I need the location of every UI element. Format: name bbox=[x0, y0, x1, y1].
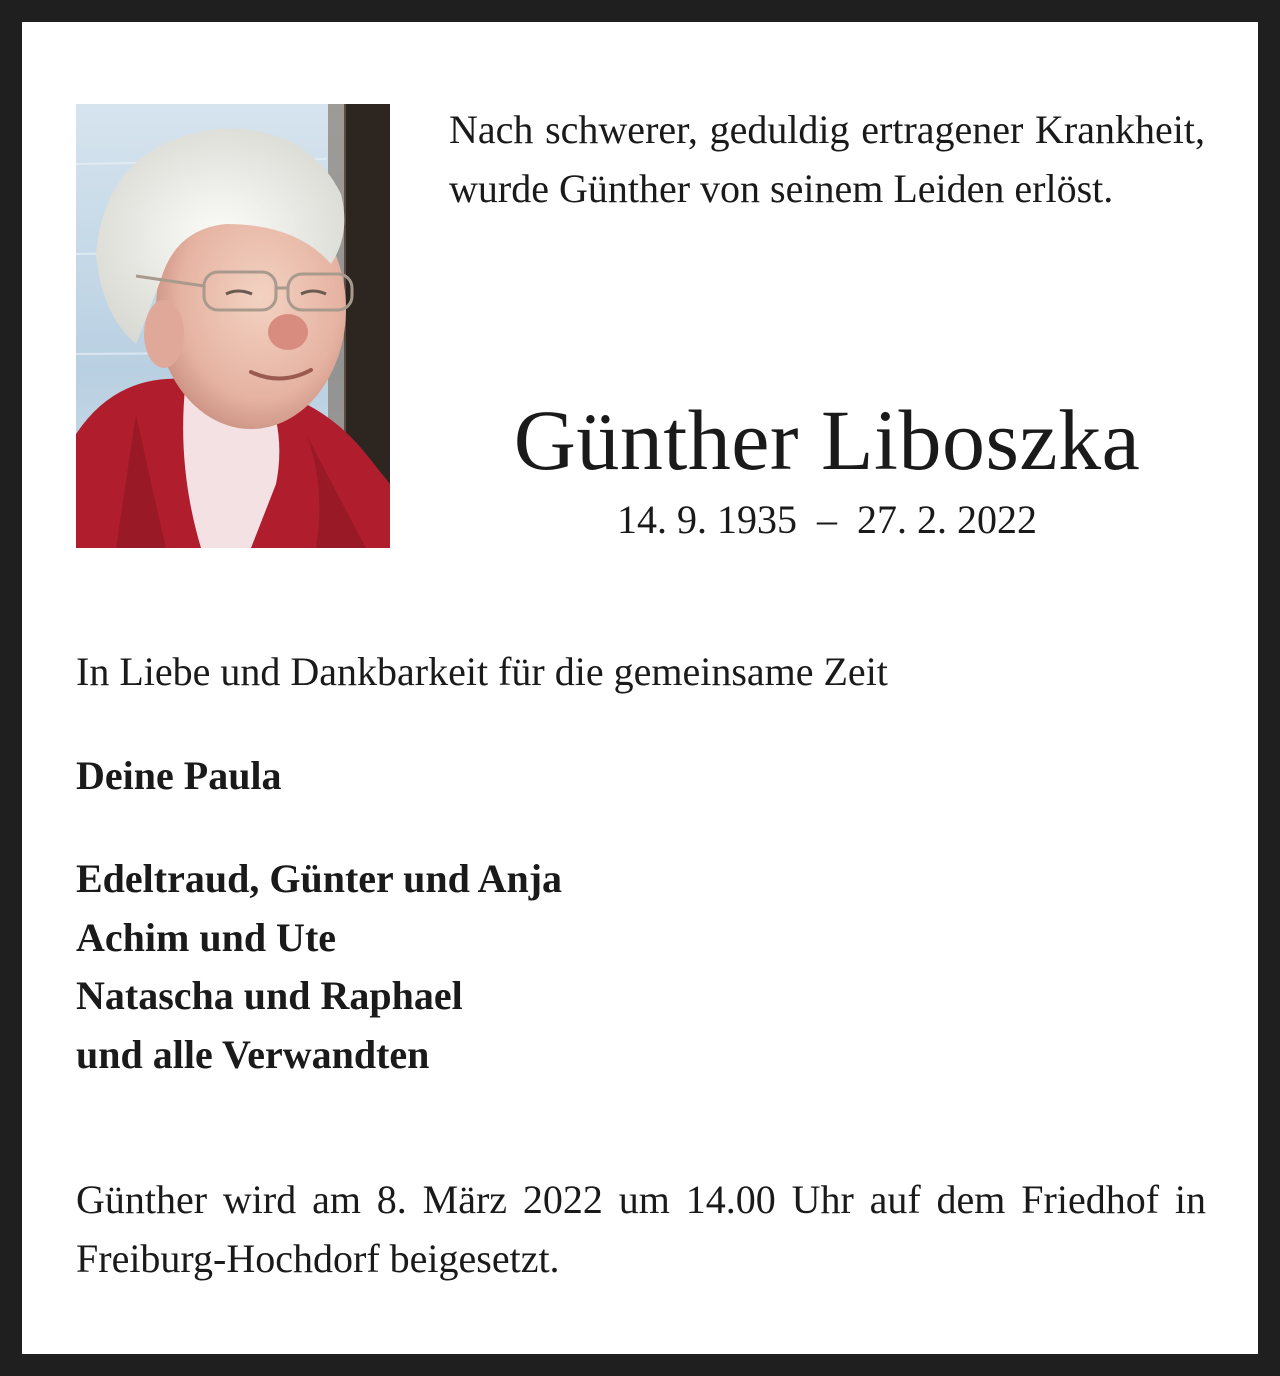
deceased-name: Günther Liboszka bbox=[513, 392, 1141, 488]
family-line: Achim und Ute bbox=[76, 914, 337, 960]
family-list bbox=[76, 850, 562, 1084]
burial-info: Günther wird am 8. März 2022 um 14.00 Uhr auf dem Friedhof in Freiburg-Hochdorf beigesetzt. bbox=[76, 1177, 1206, 1281]
family-line: und alle Verwandten bbox=[76, 1031, 430, 1077]
life-dates: 14. 9. 1935 – 27. 2. 2022 bbox=[617, 497, 1037, 542]
intro-text: Nach schwerer, geduldig ertragener Krankheit, wurde Günther von seinem Leiden erlöst. bbox=[449, 107, 1205, 211]
family-line: Natascha und Raphael bbox=[76, 973, 463, 1018]
portrait-photo bbox=[76, 104, 390, 548]
family-line: Edeltraud, Günter und Anja bbox=[76, 856, 563, 901]
obituary-card bbox=[22, 22, 1258, 1354]
thanks-line: In Liebe und Dankbarkeit für die gemeinsame Zeit bbox=[76, 649, 888, 694]
signer-name: Deine Paula bbox=[76, 753, 282, 798]
